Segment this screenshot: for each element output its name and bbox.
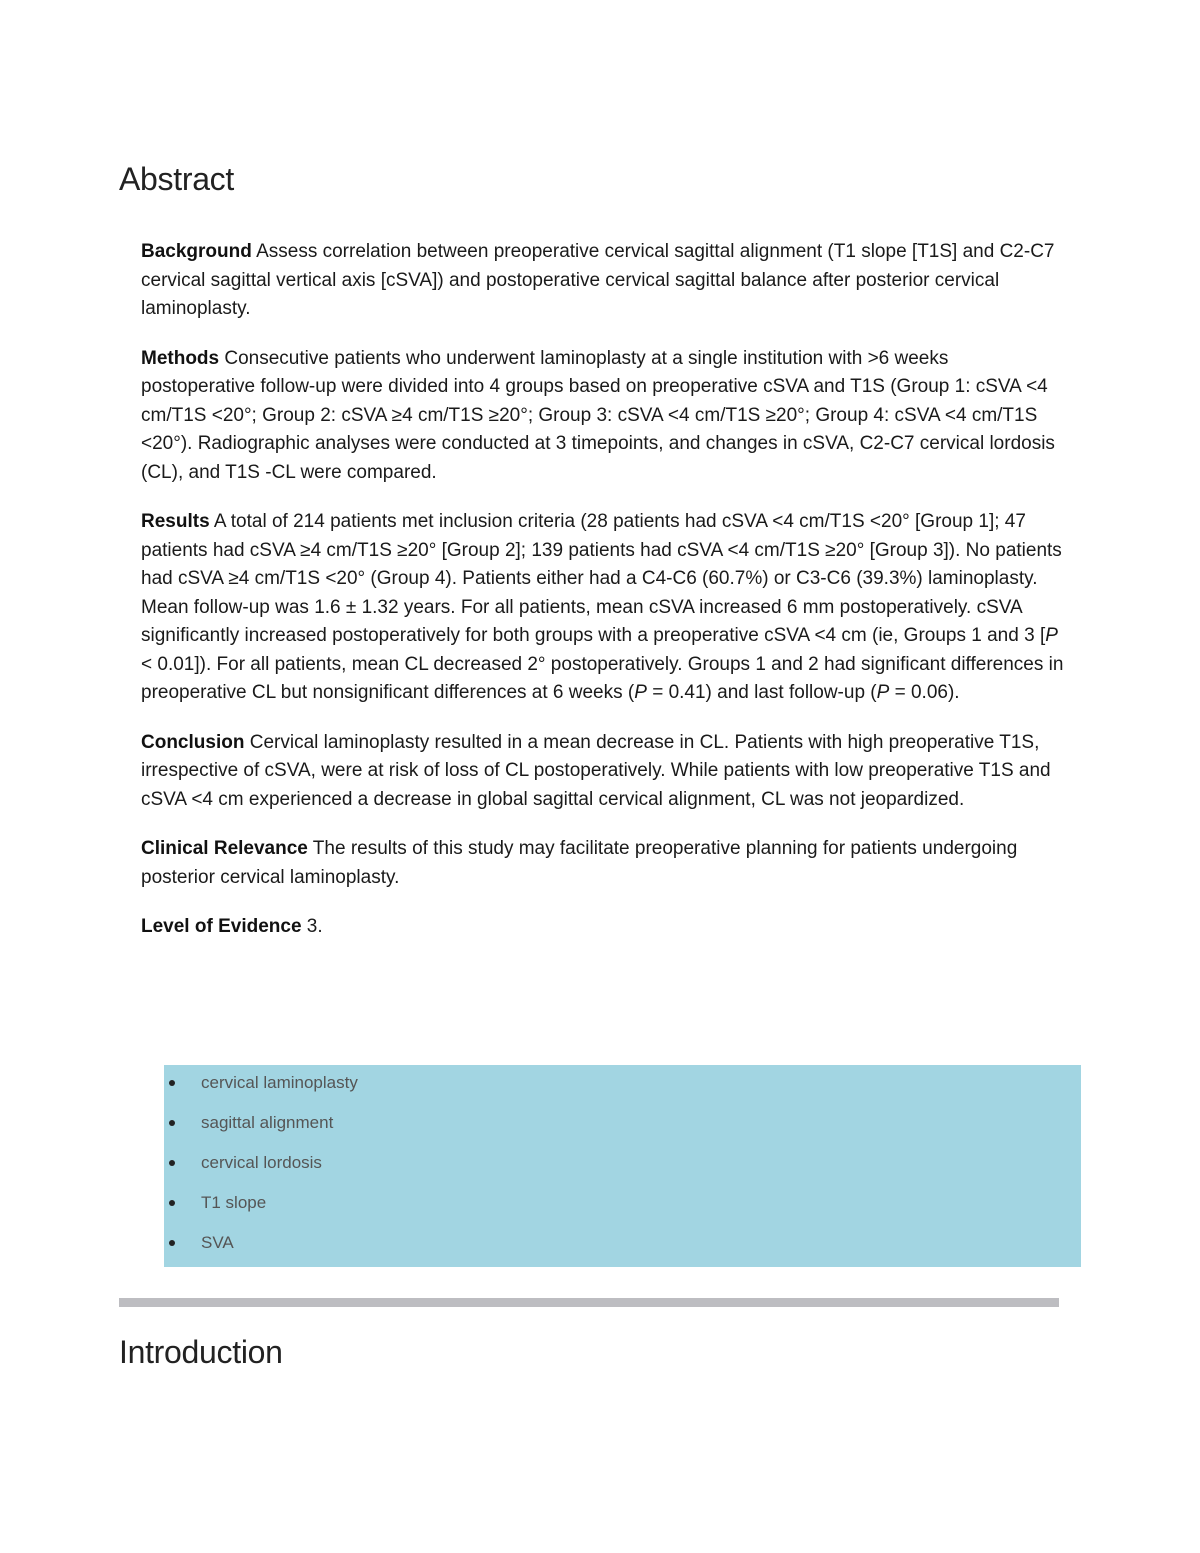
keyword-text: cervical laminoplasty: [201, 1073, 358, 1092]
background-paragraph: [141, 238, 1066, 324]
results-text-3: = 0.41) and last follow-up (: [646, 682, 877, 703]
methods-paragraph: [141, 345, 1066, 488]
results-text-4: = 0.06).: [889, 682, 960, 703]
bullet-icon: [169, 1200, 175, 1206]
keyword-text: cervical lordosis: [201, 1153, 322, 1172]
clinical-relevance-label: Clinical Relevance: [141, 838, 308, 859]
introduction-heading: Introduction: [119, 1334, 283, 1370]
keyword-item: [164, 1069, 358, 1109]
level-of-evidence-paragraph: [141, 913, 1066, 942]
keyword-text: SVA: [201, 1233, 234, 1252]
results-label: Results: [141, 511, 210, 532]
abstract-heading: Abstract: [119, 161, 234, 197]
results-text-2: < 0.01]). For all patients, mean CL decreased 2° postoperatively. Groups 1 and 2 had significant differences in preoperative CL but nonsignificant differences at 6 weeks (: [141, 653, 1064, 703]
keyword-text: T1 slope: [201, 1193, 267, 1212]
methods-label: Methods: [141, 347, 220, 369]
results-text-1: A total of 214 patients met inclusion criteria (28 patients had cSVA <4 cm/T1S <20° [Group 1]; 47 patients had cSVA ≥4 cm/T1S ≥20° [Group 2]; 139 patients had cSVA <4 cm/T1S ≥20° [Group 3]). No patients had cSVA ≥4 cm/T1S <20° (Group 4). Patients either had a C4-C6 (60.7%) or C3-C6 (39.3%) laminoplasty. Mean follow-up was 1.6 ± 1.32 years. For all patients, mean cSVA increased 6 mm postoperatively. cSVA significantly increased postoperatively for both groups with a preoperative cSVA <4 cm (ie, Groups 1 and 3 [: [141, 511, 1062, 646]
keywords-list: [164, 1069, 358, 1269]
level-of-evidence-label: Level of Evidence: [141, 916, 302, 937]
p-value-symbol: P: [876, 682, 890, 703]
conclusion-text: Cervical laminoplasty resulted in a mean decrease in CL. Patients with high preoperative T1S, irrespective of cSVA, were at risk of loss of CL postoperatively. While patients with low preoperative T1S and cSVA <4 cm experienced a decrease in global sagittal cervical alignment, CL was not jeopardized.: [141, 731, 1051, 810]
p-value-symbol: P: [1045, 625, 1058, 646]
p-value-symbol: P: [634, 682, 647, 703]
bullet-icon: [169, 1120, 175, 1126]
keyword-item: [164, 1149, 358, 1189]
conclusion-paragraph: [141, 729, 1066, 815]
keyword-text: sagittal alignment: [201, 1113, 334, 1132]
background-label: Background: [141, 241, 252, 262]
clinical-relevance-paragraph: [141, 835, 1066, 892]
abstract-body: [141, 238, 1066, 963]
background-text: Assess correlation between preoperative cervical sagittal alignment (T1 slope [T1S] and C2-C7 cervical sagittal vertical axis [cSVA]) and postoperative cervical sagittal balance after posterior cervical laminoplasty.: [141, 241, 1055, 319]
bullet-icon: [169, 1080, 175, 1086]
section-divider: [119, 1298, 1059, 1307]
clinical-relevance-text: The results of this study may facilitate preoperative planning for patients undergoing posterior cervical laminoplasty.: [141, 838, 1018, 888]
bullet-icon: [169, 1160, 175, 1166]
level-of-evidence-text: 3.: [301, 916, 323, 937]
results-paragraph: [141, 508, 1066, 708]
keyword-item: [164, 1109, 358, 1149]
bullet-icon: [169, 1240, 175, 1246]
keyword-item: [164, 1229, 358, 1269]
conclusion-label: Conclusion: [141, 731, 245, 753]
keywords-box: [164, 1065, 1081, 1267]
keyword-item: [164, 1189, 358, 1229]
methods-text: Consecutive patients who underwent laminoplasty at a single institution with >6 weeks postoperative follow-up were divided into 4 groups based on preoperative cSVA and T1S (Group 1: cSVA <4 cm/T1S <20°; Group 2: cSVA ≥4 cm/T1S ≥20°; Group 3: cSVA <4 cm/T1S ≥20°; Group 4: cSVA <4 cm/T1S <20°). Radiographic analyses were conducted at 3 timepoints, and changes in cSVA, C2-C7 cervical lordosis (CL), and T1S -CL were compared.: [141, 347, 1055, 483]
